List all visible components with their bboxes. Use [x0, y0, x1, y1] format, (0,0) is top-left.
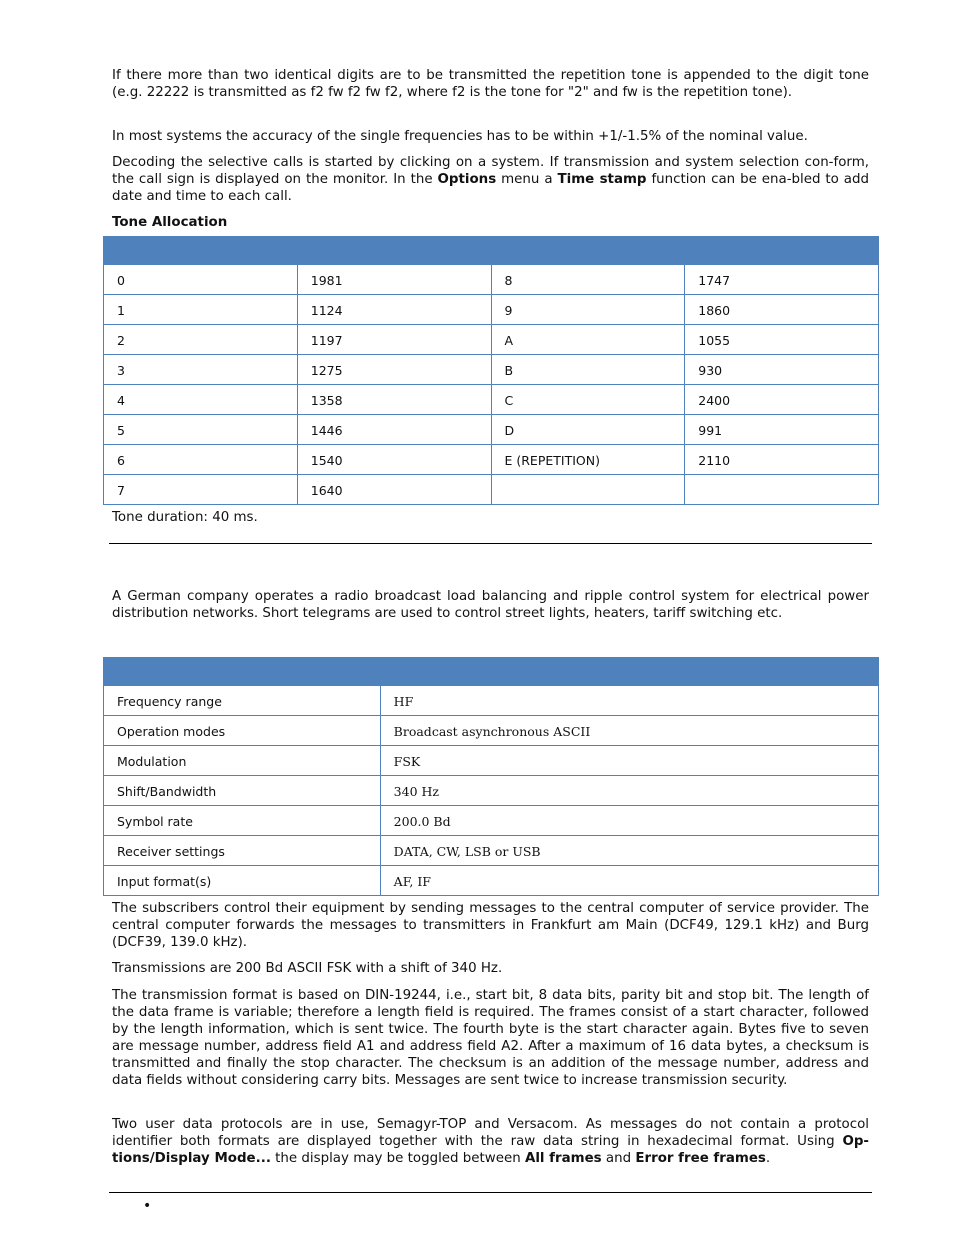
table-cell: B	[491, 355, 685, 385]
intro-paragraph-repetition: If there more than two identical digits are to be transmitted the repetition tone is appended to the digit tone (e.g. 22222 is transmitted as f2 fw f2 fw f2, where f2 is the tone for "2" and fw is the repetition tone).	[112, 68, 869, 100]
table-row	[104, 776, 879, 806]
table-row	[104, 806, 879, 836]
table-cell: 991	[685, 415, 879, 445]
table-header-row	[104, 237, 879, 265]
table-cell: A	[491, 325, 685, 355]
table-cell: Frequency range	[104, 686, 381, 716]
tone-duration: Tone duration: 40 ms.	[112, 510, 258, 525]
table-cell: 3	[104, 355, 298, 385]
table-row	[104, 325, 879, 355]
parameters-table	[103, 657, 879, 896]
table-cell: 1275	[297, 355, 491, 385]
table-cell: 0	[104, 265, 298, 295]
table-cell: 2110	[685, 445, 879, 475]
table-cell: 2	[104, 325, 298, 355]
section2-paragraph-protocols: Two user data protocols are in use, Semagyr-TOP and Versacom. As messages do not contain a protocol identifier both formats are displayed together with the raw data string in hexadecimal format. Using Op-tions/Display Mode... the display may be toggled between All frames and Error free frames.	[112, 1117, 869, 1166]
error-free-frames-term: Error free frames	[635, 1151, 766, 1166]
options-menu-term: Options	[437, 172, 497, 187]
table-cell: Input format(s)	[104, 866, 381, 896]
table-row	[104, 445, 879, 475]
table-cell: Receiver settings	[104, 836, 381, 866]
table-cell: 1540	[297, 445, 491, 475]
table-row	[104, 415, 879, 445]
table-row	[104, 746, 879, 776]
table-cell: C	[491, 385, 685, 415]
table-cell: 1446	[297, 415, 491, 445]
table-cell: 1640	[297, 475, 491, 505]
table-cell: Broadcast asynchronous ASCII	[380, 716, 878, 746]
table-cell: 8	[491, 265, 685, 295]
table-cell: Symbol rate	[104, 806, 381, 836]
table-cell: 1124	[297, 295, 491, 325]
table-cell: Shift/Bandwidth	[104, 776, 381, 806]
footer-divider	[109, 1192, 872, 1193]
table-cell: 1860	[685, 295, 879, 325]
table-row	[104, 355, 879, 385]
table-cell: DATA, CW, LSB or USB	[380, 836, 878, 866]
section2-paragraph-format: The transmission format is based on DIN-19244, i.e., start bit, 8 data bits, parity bit and stop bit. The length of the data frame is variable; therefore a length field is required. The frames consist of a start character, followed by the length information, which is sent twice. The fourth byte is the start character again. Bytes five to seven are message number, address field A1 and address field A2. After a maximum of 16 data bytes, a checksum is transmitted and finally the stop character. The checksum is an addition of the message number, address and data fields without considering carry bits. Messages are sent twice to increase transmission security.	[112, 988, 869, 1088]
table-cell: 1055	[685, 325, 879, 355]
tone-allocation-heading: Tone Allocation	[112, 215, 228, 230]
table-row	[104, 866, 879, 896]
table-cell: E (REPETITION)	[491, 445, 685, 475]
table-cell: 1197	[297, 325, 491, 355]
intro-paragraph-accuracy: In most systems the accuracy of the single frequencies has to be within +1/-1.5% of the nominal value.	[112, 129, 808, 144]
time-stamp-term: Time stamp	[557, 172, 647, 187]
table-cell	[685, 475, 879, 505]
table-cell: 930	[685, 355, 879, 385]
table-cell: D	[491, 415, 685, 445]
table-cell	[491, 475, 685, 505]
section-divider	[109, 543, 872, 544]
table-row	[104, 716, 879, 746]
section2-intro-paragraph: A German company operates a radio broadcast load balancing and ripple control system for electrical power distribution networks. Short telegrams are used to control street lights, heaters, tariff switching etc.	[112, 589, 869, 621]
table-cell: HF	[380, 686, 878, 716]
all-frames-term: All frames	[524, 1151, 602, 1166]
table-cell: AF, IF	[380, 866, 878, 896]
table-cell: 200.0 Bd	[380, 806, 878, 836]
table-cell: Operation modes	[104, 716, 381, 746]
tone-allocation-table	[103, 236, 879, 505]
table-row	[104, 836, 879, 866]
table-row	[104, 265, 879, 295]
table-cell: 1981	[297, 265, 491, 295]
section2-paragraph-subscribers: The subscribers control their equipment by sending messages to the central computer of service provider. The central computer forwards the messages to transmitters in Frankfurt am Main (DCF49, 129.1 kHz) and Burg (DCF39, 139.0 kHz).	[112, 901, 869, 950]
table-cell: FSK	[380, 746, 878, 776]
table-cell: 7	[104, 475, 298, 505]
section2-paragraph-transmissions: Transmissions are 200 Bd ASCII FSK with a shift of 340 Hz.	[112, 961, 503, 976]
table-header-row	[104, 658, 879, 686]
table-cell: 5	[104, 415, 298, 445]
table-row	[104, 475, 879, 505]
table-row	[104, 385, 879, 415]
table-cell: 9	[491, 295, 685, 325]
display-mode-menu-term: Op-tions/Display Mode...	[112, 1134, 869, 1166]
table-cell: 2400	[685, 385, 879, 415]
table-cell: 340 Hz	[380, 776, 878, 806]
table-row	[104, 295, 879, 325]
table-cell: 1	[104, 295, 298, 325]
table-cell: 1358	[297, 385, 491, 415]
table-cell: Modulation	[104, 746, 381, 776]
footer-bullet: •	[143, 1198, 152, 1214]
table-cell: 1747	[685, 265, 879, 295]
table-cell: 4	[104, 385, 298, 415]
intro-paragraph-decoding: Decoding the selective calls is started by clicking on a system. If transmission and system selection con-form, the call sign is displayed on the monitor. In the Options menu a Time stamp function can be ena-bled to add date and time to each call.	[112, 155, 870, 204]
table-cell: 6	[104, 445, 298, 475]
table-row	[104, 686, 879, 716]
